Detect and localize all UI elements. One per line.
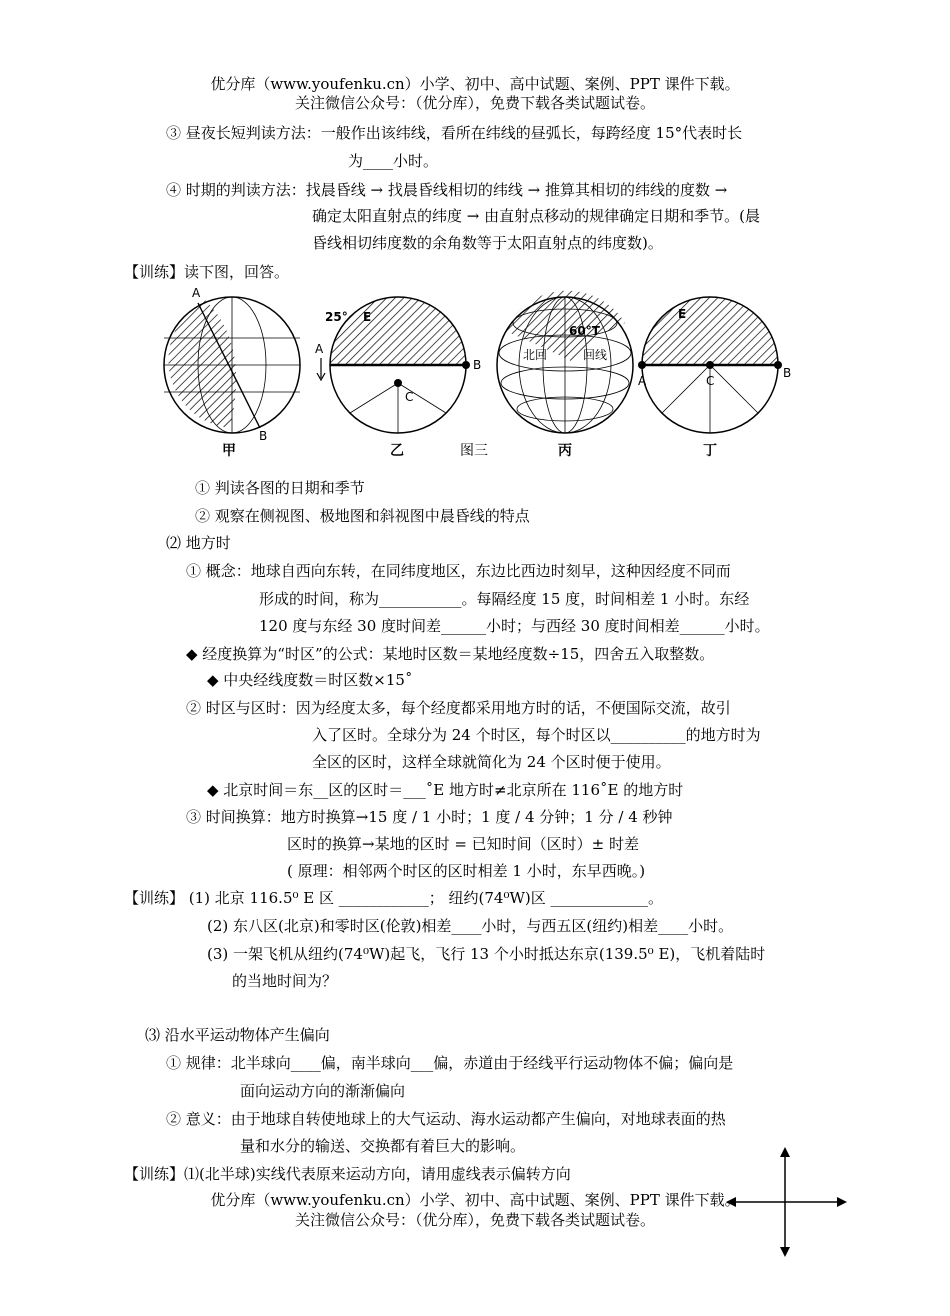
figure-caption: 图三: [460, 443, 488, 459]
concept-line-3: 120 度与东经 30 度时间差______小时；与西经 30 度时间相差______小时。: [259, 617, 770, 635]
label-bing: 丙: [558, 443, 572, 459]
yi-pt-e: E: [363, 310, 372, 324]
training-1-heading: 【训练】读下图，回答。: [124, 263, 290, 281]
globe-ding: [638, 297, 791, 433]
meaning-line-1: ② 意义：由于地球自转使地球上的大气运动、海水运动都产生偏向，对地球表面的热: [166, 1110, 726, 1128]
training-2-q2: (2) 东八区(北京)和零时区(伦敦)相差____小时，与西五区(纽约)相差____小时。: [207, 917, 734, 935]
conversion-line-3: ( 原理：相邻两个时区的区时相差 1 小时，东早西晚。): [287, 862, 646, 880]
jia-pt-b: B: [259, 429, 268, 443]
bing-tropic-1: 北回: [523, 348, 548, 362]
yi-lat: 25°: [325, 310, 348, 324]
concept-line-1: ① 概念：地球自西向东转，在同纬度地区，东边比西边时刻早，这种因经度不同而: [186, 562, 731, 580]
globes-svg: [155, 283, 815, 463]
item-3-line-2: 为____小时。: [348, 152, 439, 170]
question-2: ② 观察在侧视图、极地图和斜视图中晨昏线的特点: [195, 507, 530, 525]
globe-jia: [164, 286, 300, 443]
ding-pt-e: E: [678, 307, 687, 321]
ding-pt-b: B: [783, 366, 792, 380]
item-4-line-2: 确定太阳直射点的纬度 → 由直射点移动的规律确定日期和季节。(晨: [312, 207, 760, 225]
conversion-line-2: 区时的换算→某地的区时 = 已知时间（区时）± 时差: [287, 835, 640, 853]
globe-bing: [497, 291, 633, 433]
footer-line-1: 优分库（www.youfenku.cn）小学、初中、高中试题、案例、PPT 课件下载。: [210, 1191, 740, 1209]
rule-line-1: ① 规律：北半球向____偏，南半球向___偏，赤道由于经线平行运动物体不偏；偏向是: [166, 1054, 734, 1072]
figure-globes: [155, 283, 815, 467]
formula-3: ◆ 北京时间＝东__区的区时＝___˚E 地方时≠北京所在 116˚E 的地方时: [207, 781, 684, 799]
formula-2: ◆ 中央经线度数＝时区数×15˚: [207, 671, 413, 689]
header-line-2: 关注微信公众号：（优分库），免费下载各类试题试卷。: [294, 94, 655, 112]
timezone-line-2: 入了区时。全球分为 24 个时区，每个时区以__________的地方时为: [312, 726, 761, 744]
item-3-line-1: ③ 昼夜长短判读方法：一般作出该纬线，看所在纬线的昼弧长，每跨经度 15°代表时长: [166, 124, 743, 142]
training-3: 【训练】⑴(北半球)实线代表原来运动方向，请用虚线表示偏转方向: [124, 1165, 571, 1183]
concept-line-2: 形成的时间，称为___________。每隔经度 15 度，时间相差 1 小时。东经: [259, 590, 750, 608]
bing-tropic-2: 回线: [583, 348, 608, 362]
jia-night-side: [168, 300, 236, 428]
jia-pt-a: A: [192, 286, 201, 300]
footer-line-2: 关注微信公众号：（优分库），免费下载各类试题试卷。: [294, 1211, 655, 1229]
timezone-line-1: ② 时区与区时：因为经度太多，每个经度都采用地方时的话，不便国际交流，故引: [186, 699, 731, 717]
bing-lat: 60°T: [569, 324, 600, 338]
label-jia: 甲: [222, 443, 236, 459]
yi-night-side: [330, 297, 466, 365]
timezone-line-3: 全区的区时，这样全球就简化为 24 个区时便于使用。: [312, 753, 671, 771]
conversion-line-1: ③ 时间换算：地方时换算→15 度 / 1 小时；1 度 / 4 分钟；1 分 / 4 秒钟: [186, 808, 673, 826]
training-2-q1: 【训练】 (1) 北京 116.5⁰ E 区 ____________； 纽约(74⁰W)区 _____________。: [124, 889, 664, 907]
label-yi: 乙: [390, 443, 404, 459]
item-4-line-1: ④ 时期的判读方法：找晨昏线 → 找晨昏线相切的纬线 → 推算其相切的纬线的度数 →: [166, 181, 728, 199]
meaning-line-2: 量和水分的输送、交换都有着巨大的影响。: [240, 1137, 526, 1155]
question-1: ① 判读各图的日期和季节: [195, 479, 365, 497]
yi-pt-c: C: [405, 390, 414, 404]
yi-pt-a: A: [315, 342, 324, 356]
section-3-title: ⑶ 沿水平运动物体产生偏向: [145, 1026, 330, 1044]
section-2-title: ⑵ 地方时: [166, 534, 231, 552]
training-2-q3-line-1: (3) 一架飞机从纽约(74⁰W)起飞，飞行 13 个小时抵达东京(139.5⁰ E)，飞机着陆时: [207, 945, 766, 963]
globe-yi: [315, 297, 481, 433]
formula-1: ◆ 经度换算为“时区”的公式：某地时区数＝某地经度数÷15，四舍五入取整数。: [186, 645, 715, 663]
rule-line-2: 面向运动方向的渐渐偏向: [240, 1082, 406, 1100]
yi-pt-b: B: [473, 358, 482, 372]
ding-pt-c: C: [706, 374, 715, 388]
label-ding: 丁: [703, 443, 717, 459]
ding-pt-a: A: [638, 374, 647, 388]
training-2-q3-line-2: 的当地时间为？: [232, 972, 338, 990]
ding-night-side: [642, 297, 778, 365]
item-4-line-3: 昏线相切纬度数的余角数等于太阳直射点的纬度数)。: [312, 234, 663, 252]
header-line-1: 优分库（www.youfenku.cn）小学、初中、高中试题、案例、PPT 课件下载。: [210, 75, 740, 93]
